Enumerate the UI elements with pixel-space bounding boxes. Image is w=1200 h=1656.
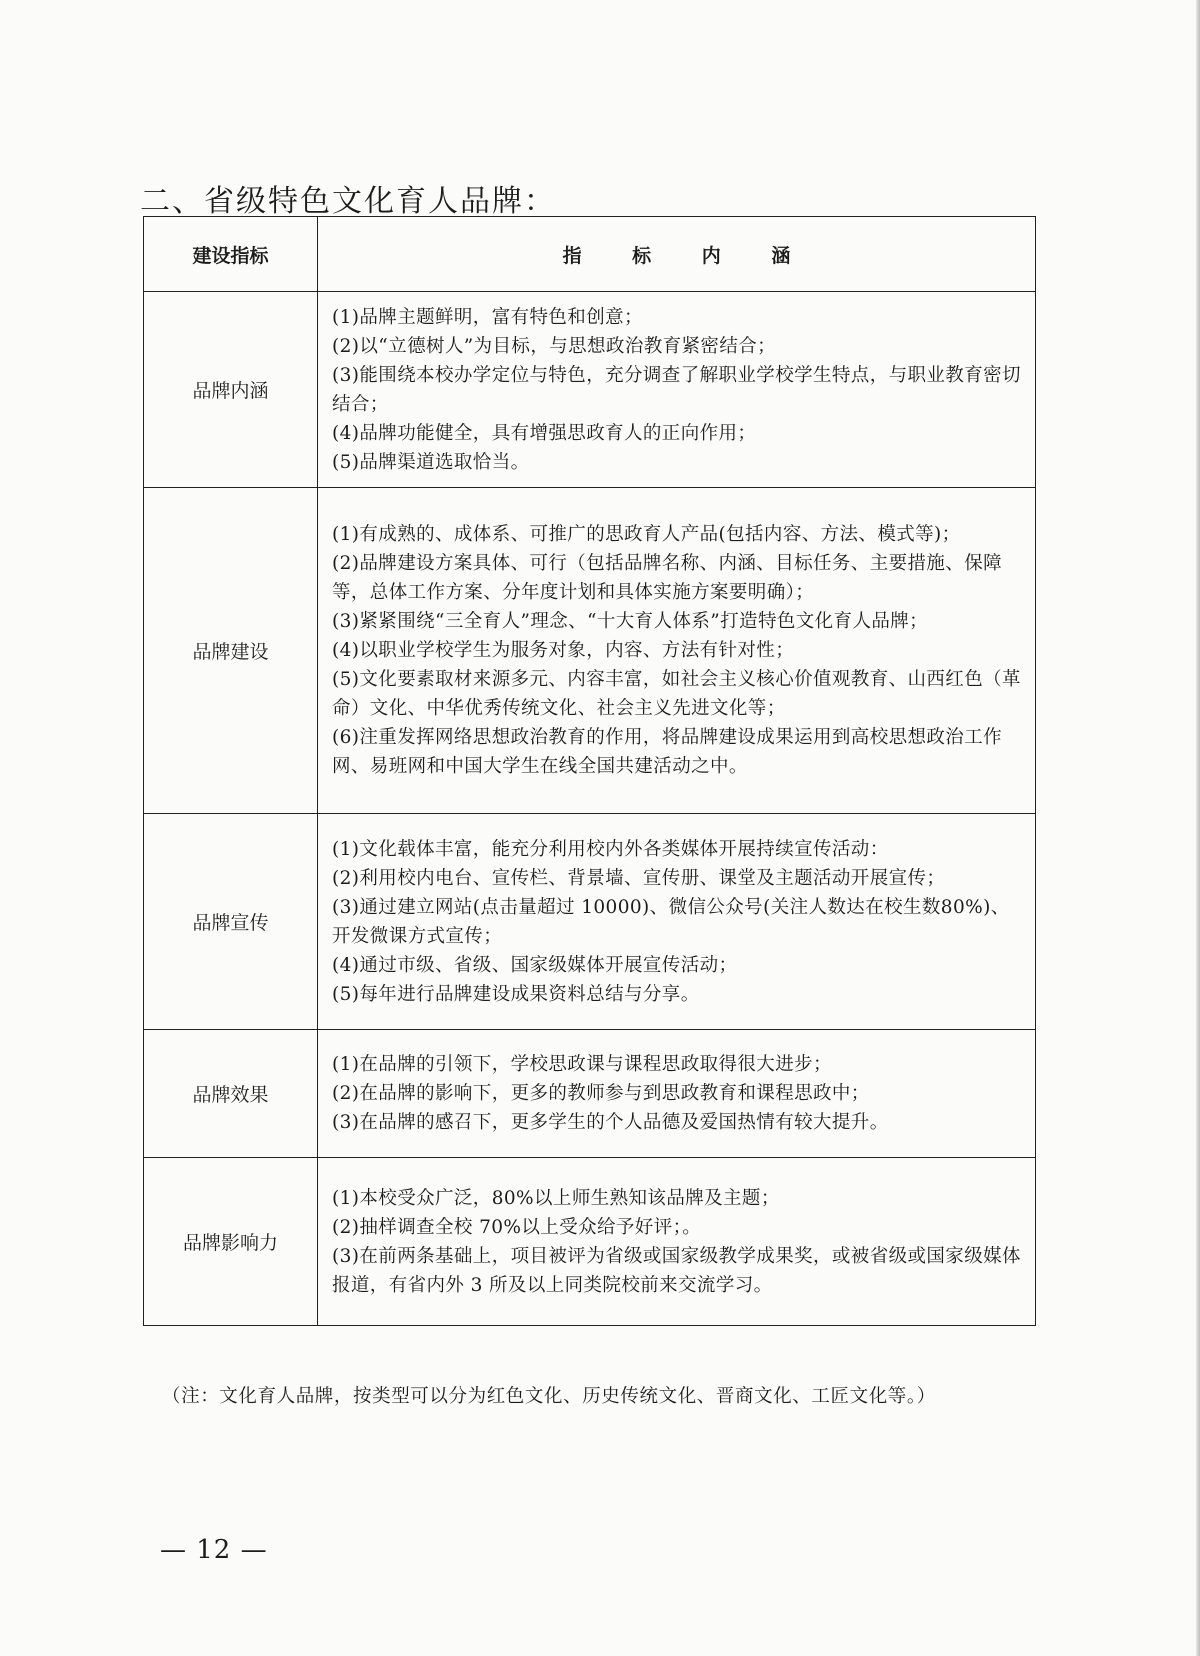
list-item: (2)利用校内电台、宣传栏、背景墙、宣传册、课堂及主题活动开展宣传； [332,867,946,889]
table-row [144,292,1036,488]
table-row [144,488,1036,814]
header-indicator: 建设指标 [144,217,318,292]
list-item: (1)本校受众广泛，80%以上师生熟知该品牌及主题； [332,1187,780,1209]
section-title: 二、省级特色文化育人品牌： [140,184,556,219]
list-item: (2)抽样调查全校 70%以上受众给予好评；。 [332,1216,702,1238]
list-item: (2)在品牌的影响下，更多的教师参与到思政教育和课程思政中； [332,1083,870,1104]
list-item: (3)在前两条基础上，项目被评为省级或国家级教学成果奖，或被省级或国家级媒体报道，有省内外 3 所及以上同类院校前来交流学习。 [332,1245,1021,1296]
row-name: 品牌内涵 [144,292,318,488]
list-item: (3)在品牌的感召下，更多学生的个人品德及爱国热情有较大提升。 [332,1112,889,1133]
list-item: (3)能围绕本校办学定位与特色，充分调查了解职业学校学生特点，与职业教育密切结合； [332,364,1021,415]
list-item: (5)每年进行品牌建设成果资料总结与分享。 [332,983,700,1005]
list-item: (4)品牌功能健全，具有增强思政育人的正向作用； [332,422,757,444]
list-item: (1)品牌主题鲜明，富有特色和创意； [332,306,643,328]
list-item: (3)紧紧围绕“三全育人”理念、“十大育人体系”打造特色文化育人品牌； [332,611,929,632]
list-item: (5)文化要素取材来源多元、内容丰富，如社会主义核心价值观教育、山西红色（革命）文化、中华优秀传统文化、社会主义先进文化等； [332,669,1021,719]
table-row [144,1158,1036,1326]
row-content [318,488,1036,814]
row-content [318,1030,1036,1158]
list-item: (4)通过市级、省级、国家级媒体开展宣传活动； [332,954,738,976]
list-item: (5)品牌渠道选取恰当。 [332,451,530,473]
list-item: (1)在品牌的引领下，学校思政课与课程思政取得很大进步； [332,1054,832,1075]
row-name: 品牌影响力 [144,1158,318,1326]
list-item: (6)注重发挥网络思想政治教育的作用，将品牌建设成果运用到高校思想政治工作网、易班网和中国大学生在线全国共建活动之中。 [332,727,1003,777]
row-name: 品牌宣传 [144,814,318,1030]
row-name: 品牌建设 [144,488,318,814]
row-content [318,1158,1036,1326]
page-edge-shadow [1196,0,1200,1656]
list-item: (2)品牌建设方案具体、可行（包括品牌名称、内涵、目标任务、主要措施、保障等，总体工作方案、分年度计划和具体实施方案要明确）； [332,553,1003,603]
table-row [144,814,1036,1030]
page-number: — 12 — [160,1535,268,1565]
footnote: （注：文化育人品牌，按类型可以分为红色文化、历史传统文化、晋商文化、工匠文化等。） [162,1386,936,1407]
list-item: (3)通过建立网站(点击量超过 10000)、微信公众号(关注人数达在校生数80%)、开发微课方式宣传； [332,896,1010,947]
list-item: (1)有成熟的、成体系、可推广的思政育人产品(包括内容、方法、模式等)； [332,524,961,545]
list-item: (1)文化载体丰富，能充分利用校内外各类媒体开展持续宣传活动： [332,838,889,860]
row-name: 品牌效果 [144,1030,318,1158]
list-item: (4)以职业学校学生为服务对象，内容、方法有针对性； [332,640,795,661]
list-item: (2)以“立德树人”为目标，与思想政治教育紧密结合； [332,335,777,357]
table-header-row [144,217,1036,292]
row-content [318,292,1036,488]
header-connotation: 指 标 内 涵 [318,217,1036,292]
row-content [318,814,1036,1030]
table-row [144,1030,1036,1158]
indicator-table [143,216,1036,1326]
